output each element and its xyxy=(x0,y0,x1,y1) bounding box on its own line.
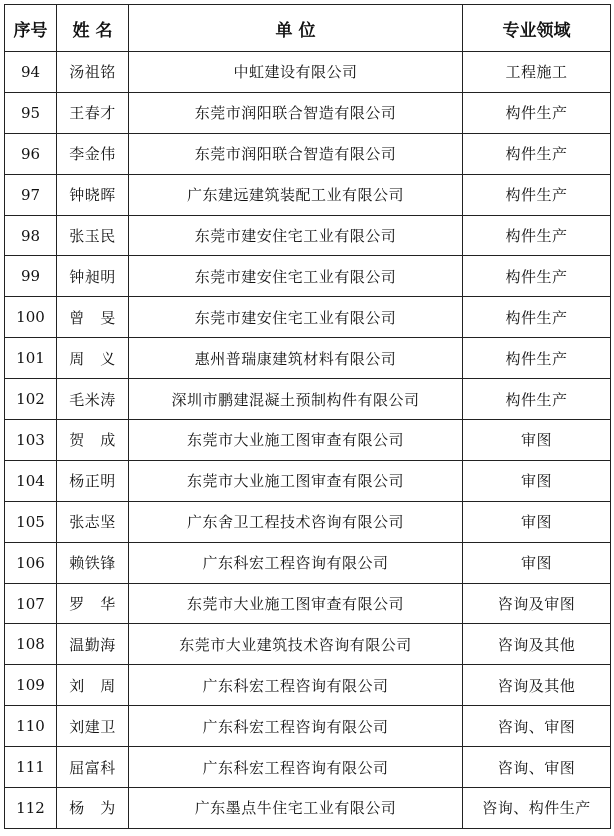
header-serial-number: 序号 xyxy=(5,5,57,52)
table-row xyxy=(5,256,611,297)
unit-cell: 广东舍卫工程技术咨询有限公司 xyxy=(129,501,463,542)
serial-number-cell: 98 xyxy=(5,215,57,256)
field-cell: 构件生产 xyxy=(463,133,611,174)
table-row xyxy=(5,665,611,706)
field-cell: 构件生产 xyxy=(463,297,611,338)
name-cell: 周 义 xyxy=(57,338,129,379)
table-row xyxy=(5,706,611,747)
table-row xyxy=(5,542,611,583)
table-row xyxy=(5,338,611,379)
serial-number-cell: 104 xyxy=(5,460,57,501)
table-row xyxy=(5,788,611,829)
table-row xyxy=(5,501,611,542)
table-row xyxy=(5,583,611,624)
name-cell: 曾 旻 xyxy=(57,297,129,338)
field-cell: 咨询及其他 xyxy=(463,665,611,706)
table-row xyxy=(5,379,611,420)
header-unit: 单 位 xyxy=(129,5,463,52)
serial-number-cell: 94 xyxy=(5,52,57,93)
serial-number-cell: 105 xyxy=(5,501,57,542)
unit-cell: 东莞市建安住宅工业有限公司 xyxy=(129,297,463,338)
name-cell: 毛米涛 xyxy=(57,379,129,420)
unit-cell: 东莞市大业施工图审查有限公司 xyxy=(129,420,463,461)
field-cell: 构件生产 xyxy=(463,379,611,420)
unit-cell: 东莞市润阳联合智造有限公司 xyxy=(129,92,463,133)
name-cell: 赖铁锋 xyxy=(57,542,129,583)
name-cell: 温勤海 xyxy=(57,624,129,665)
name-cell: 杨 为 xyxy=(57,788,129,829)
name-cell: 屈富科 xyxy=(57,747,129,788)
field-cell: 审图 xyxy=(463,460,611,501)
table-row xyxy=(5,624,611,665)
name-cell: 刘建卫 xyxy=(57,706,129,747)
serial-number-cell: 111 xyxy=(5,747,57,788)
unit-cell: 惠州普瑞康建筑材料有限公司 xyxy=(129,338,463,379)
expert-list-table xyxy=(4,4,611,829)
unit-cell: 广东科宏工程咨询有限公司 xyxy=(129,665,463,706)
serial-number-cell: 102 xyxy=(5,379,57,420)
name-cell: 李金伟 xyxy=(57,133,129,174)
unit-cell: 东莞市润阳联合智造有限公司 xyxy=(129,133,463,174)
unit-cell: 东莞市建安住宅工业有限公司 xyxy=(129,215,463,256)
table-row xyxy=(5,420,611,461)
serial-number-cell: 112 xyxy=(5,788,57,829)
table-row xyxy=(5,215,611,256)
field-cell: 咨询及其他 xyxy=(463,624,611,665)
serial-number-cell: 101 xyxy=(5,338,57,379)
field-cell: 构件生产 xyxy=(463,92,611,133)
serial-number-cell: 107 xyxy=(5,583,57,624)
unit-cell: 广东墨点牛住宅工业有限公司 xyxy=(129,788,463,829)
field-cell: 咨询及审图 xyxy=(463,583,611,624)
name-cell: 钟晓晖 xyxy=(57,174,129,215)
table-row xyxy=(5,297,611,338)
field-cell: 构件生产 xyxy=(463,338,611,379)
serial-number-cell: 99 xyxy=(5,256,57,297)
name-cell: 刘 周 xyxy=(57,665,129,706)
unit-cell: 深圳市鹏建混凝土预制构件有限公司 xyxy=(129,379,463,420)
table-row xyxy=(5,92,611,133)
unit-cell: 广东科宏工程咨询有限公司 xyxy=(129,747,463,788)
table-header xyxy=(5,5,611,52)
field-cell: 咨询、审图 xyxy=(463,706,611,747)
table-row xyxy=(5,133,611,174)
serial-number-cell: 106 xyxy=(5,542,57,583)
unit-cell: 广东科宏工程咨询有限公司 xyxy=(129,542,463,583)
name-cell: 贺 成 xyxy=(57,420,129,461)
table-body xyxy=(5,52,611,829)
name-cell: 罗 华 xyxy=(57,583,129,624)
field-cell: 咨询、构件生产 xyxy=(463,788,611,829)
serial-number-cell: 97 xyxy=(5,174,57,215)
unit-cell: 中虹建设有限公司 xyxy=(129,52,463,93)
header-name: 姓 名 xyxy=(57,5,129,52)
unit-cell: 东莞市大业建筑技术咨询有限公司 xyxy=(129,624,463,665)
name-cell: 王春才 xyxy=(57,92,129,133)
unit-cell: 东莞市建安住宅工业有限公司 xyxy=(129,256,463,297)
table-row xyxy=(5,747,611,788)
unit-cell: 东莞市大业施工图审查有限公司 xyxy=(129,583,463,624)
serial-number-cell: 95 xyxy=(5,92,57,133)
field-cell: 构件生产 xyxy=(463,174,611,215)
field-cell: 咨询、审图 xyxy=(463,747,611,788)
name-cell: 张志坚 xyxy=(57,501,129,542)
unit-cell: 广东科宏工程咨询有限公司 xyxy=(129,706,463,747)
name-cell: 汤祖铭 xyxy=(57,52,129,93)
unit-cell: 东莞市大业施工图审查有限公司 xyxy=(129,460,463,501)
name-cell: 钟昶明 xyxy=(57,256,129,297)
serial-number-cell: 103 xyxy=(5,420,57,461)
serial-number-cell: 108 xyxy=(5,624,57,665)
serial-number-cell: 109 xyxy=(5,665,57,706)
field-cell: 审图 xyxy=(463,420,611,461)
name-cell: 张玉民 xyxy=(57,215,129,256)
serial-number-cell: 110 xyxy=(5,706,57,747)
header-row xyxy=(5,5,611,52)
field-cell: 审图 xyxy=(463,542,611,583)
serial-number-cell: 96 xyxy=(5,133,57,174)
table-row xyxy=(5,52,611,93)
field-cell: 构件生产 xyxy=(463,256,611,297)
field-cell: 审图 xyxy=(463,501,611,542)
serial-number-cell: 100 xyxy=(5,297,57,338)
table-row xyxy=(5,174,611,215)
table-row xyxy=(5,460,611,501)
unit-cell: 广东建远建筑装配工业有限公司 xyxy=(129,174,463,215)
field-cell: 工程施工 xyxy=(463,52,611,93)
field-cell: 构件生产 xyxy=(463,215,611,256)
header-field: 专业领域 xyxy=(463,5,611,52)
name-cell: 杨正明 xyxy=(57,460,129,501)
